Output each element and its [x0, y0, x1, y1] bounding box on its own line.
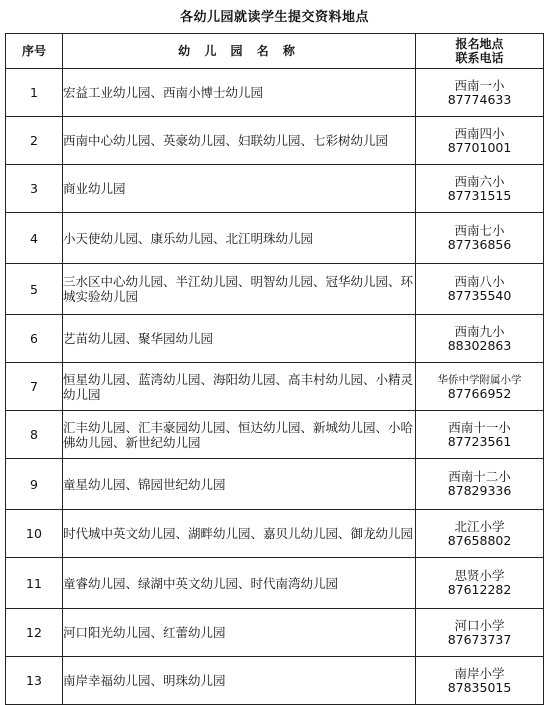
row-phone: 87701001: [447, 139, 512, 155]
row-phone: 87829336: [447, 483, 512, 498]
row-school: 西南十一小: [448, 419, 511, 435]
row-school: 西南六小: [454, 173, 505, 189]
row-school: 华侨中学附属小学: [437, 373, 522, 386]
row-school: 思贤小学: [454, 568, 505, 583]
row-school: 西南八小: [454, 274, 505, 289]
row-phone: 87736856: [447, 237, 512, 252]
row-phone: 88302863: [447, 337, 512, 353]
row-kindergartens: 西南中心幼儿园、英豪幼儿园、妇联幼儿园、七彩树幼儿园: [63, 117, 416, 165]
table-row: [6, 657, 544, 705]
row-school: 西南七小: [454, 223, 505, 238]
row-contact: [416, 558, 544, 609]
row-school: 河口小学: [454, 617, 505, 633]
row-phone: 87612282: [447, 582, 512, 597]
row-kindergartens: 汇丰幼儿园、汇丰豪园幼儿园、恒达幼儿园、新城幼儿园、小哈佛幼儿园、新世纪幼儿园: [63, 411, 416, 459]
header-kindergarten: 幼 儿 园 名 称: [63, 34, 416, 69]
row-seq: 2: [6, 117, 63, 165]
row-contact: [416, 213, 544, 264]
row-school: 西南四小: [454, 125, 505, 141]
table-row: [6, 264, 544, 315]
row-contact: [416, 165, 544, 213]
row-contact: [416, 411, 544, 459]
table-row: [6, 69, 544, 117]
row-phone: 87723561: [447, 433, 512, 449]
table-header-row: [6, 34, 544, 69]
header-contact: [416, 34, 544, 69]
row-phone: 87766952: [447, 385, 512, 401]
table-row: [6, 117, 544, 165]
row-kindergartens: 河口阳光幼儿园、红蕾幼儿园: [63, 609, 416, 657]
row-seq: 1: [6, 69, 63, 117]
row-seq: 8: [6, 411, 63, 459]
row-phone: 87835015: [447, 679, 512, 695]
header-contact-line2: 联系电话: [455, 51, 504, 65]
row-contact: [416, 510, 544, 558]
table-row: [6, 558, 544, 609]
row-kindergartens: 童星幼儿园、锦园世纪幼儿园: [63, 459, 416, 510]
row-phone: 87731515: [447, 187, 512, 203]
table-row: [6, 609, 544, 657]
table-row: [6, 411, 544, 459]
header-contact-line1: 报名地点: [455, 37, 504, 51]
table-row: [6, 213, 544, 264]
document-title: 各幼儿园就读学生提交资料地点: [179, 10, 369, 25]
table-row: [6, 363, 544, 411]
row-seq: 11: [6, 558, 63, 609]
row-contact: [416, 363, 544, 411]
row-seq: 12: [6, 609, 63, 657]
table-row: [6, 165, 544, 213]
row-kindergartens: 时代城中英文幼儿园、湖畔幼儿园、嘉贝儿幼儿园、御龙幼儿园: [63, 510, 416, 558]
row-seq: 6: [6, 315, 63, 363]
row-seq: 5: [6, 264, 63, 315]
row-school: 西南九小: [454, 323, 505, 339]
row-contact: [416, 69, 544, 117]
row-seq: 3: [6, 165, 63, 213]
row-contact: [416, 315, 544, 363]
row-contact: [416, 264, 544, 315]
table-row: [6, 459, 544, 510]
row-seq: 10: [6, 510, 63, 558]
row-kindergartens: 南岸幸福幼儿园、明珠幼儿园: [63, 657, 416, 705]
row-school: 西南十二小: [448, 469, 511, 484]
row-phone: 87774633: [447, 91, 512, 107]
row-seq: 9: [6, 459, 63, 510]
row-kindergartens: 商业幼儿园: [63, 165, 416, 213]
row-kindergartens: 童睿幼儿园、绿湖中英文幼儿园、时代南湾幼儿园: [63, 558, 416, 609]
row-contact: [416, 657, 544, 705]
row-kindergartens: 小天使幼儿园、康乐幼儿园、北江明珠幼儿园: [63, 213, 416, 264]
table-row: [6, 315, 544, 363]
row-contact: [416, 117, 544, 165]
row-seq: 13: [6, 657, 63, 705]
row-phone: 87658802: [447, 532, 512, 548]
row-school: 南岸小学: [454, 665, 505, 681]
row-contact: [416, 459, 544, 510]
header-seq: 序号: [6, 34, 63, 69]
row-phone: 87673737: [447, 631, 512, 647]
row-phone: 87735540: [447, 288, 512, 303]
row-kindergartens: 艺苗幼儿园、聚华园幼儿园: [63, 315, 416, 363]
row-school: 北江小学: [454, 518, 505, 534]
row-kindergartens: 宏益工业幼儿园、西南小博士幼儿园: [63, 69, 416, 117]
row-contact: [416, 609, 544, 657]
kindergarten-table: [5, 33, 544, 705]
table-row: [6, 510, 544, 558]
row-seq: 4: [6, 213, 63, 264]
row-seq: 7: [6, 363, 63, 411]
row-school: 西南一小: [454, 77, 505, 93]
row-kindergartens: 三水区中心幼儿园、半江幼儿园、明智幼儿园、冠华幼儿园、环城实验幼儿园: [63, 264, 416, 315]
row-kindergartens: 恒星幼儿园、蓝湾幼儿园、海阳幼儿园、高丰村幼儿园、小精灵幼儿园: [63, 363, 416, 411]
